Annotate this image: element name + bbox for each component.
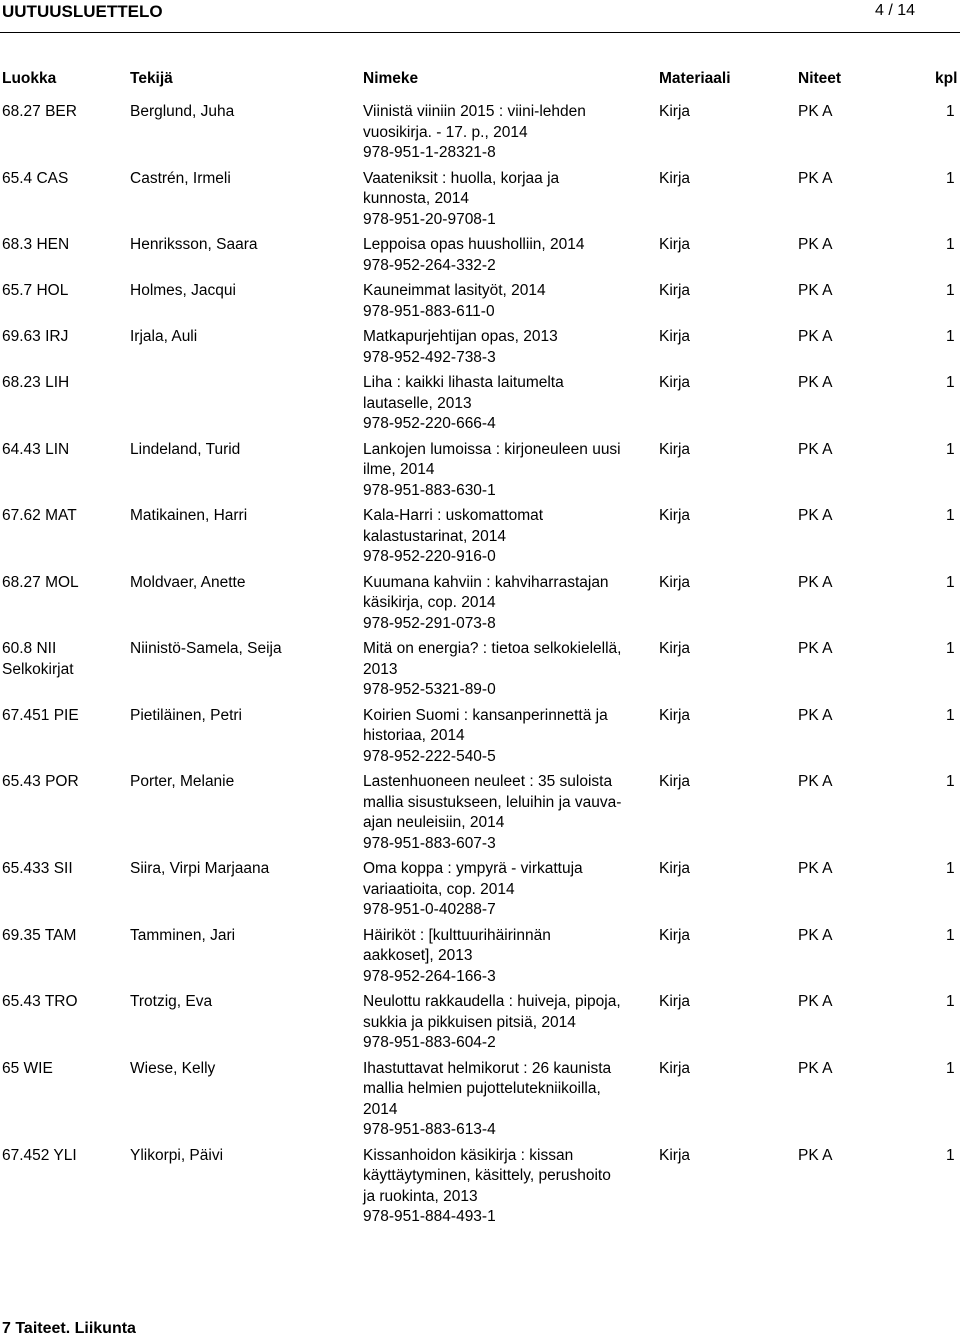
copy-count: 1	[946, 103, 955, 120]
list-item	[0, 506, 960, 573]
author: Irjala, Auli	[130, 328, 198, 345]
author: Siira, Virpi Marjaana	[130, 860, 270, 877]
material: Kirja	[659, 328, 691, 345]
class-mark: 67.451 PIE	[2, 706, 79, 724]
class-mark: 67.452 YLI	[2, 1146, 77, 1164]
header-divider	[0, 32, 960, 33]
class-mark: 65.4 CAS	[2, 169, 69, 187]
author: Moldvaer, Anette	[130, 573, 246, 591]
copy-count: 1	[946, 573, 955, 591]
holdings: PK A	[798, 374, 833, 391]
author: Ylikorpi, Päivi	[130, 1146, 224, 1164]
list-item	[0, 281, 960, 327]
title-block	[363, 169, 623, 231]
book-title: Kala-Harri : uskomattomat kalastustarinat, 2014	[363, 507, 544, 545]
isbn: 978-951-1-28321-8	[363, 144, 496, 161]
title-block	[363, 281, 623, 322]
holdings: PK A	[798, 328, 833, 345]
book-title: Lastenhuoneen neuleet : 35 suloista mallia sisustukseen, leluihin ja vauva-ajan neuleisiin, 2014	[363, 773, 622, 831]
title-block	[363, 772, 623, 854]
book-title: Koirien Suomi : kansanperinnettä ja historiaa, 2014	[363, 706, 608, 744]
isbn: 978-952-220-666-4	[363, 415, 496, 432]
author: Holmes, Jacqui	[130, 282, 236, 299]
book-title: Leppoisa opas huusholliin, 2014	[363, 236, 585, 253]
list-item	[0, 440, 960, 507]
book-title: Ihastuttavat helmikorut : 26 kaunista mallia helmien pujottelutekniikoilla, 2014	[363, 1059, 612, 1118]
class-mark: 65 WIE	[2, 1059, 53, 1077]
author: Wiese, Kelly	[130, 1059, 216, 1077]
class-mark: 69.63 IRJ	[2, 328, 69, 345]
author: Porter, Melanie	[130, 773, 235, 790]
holdings: PK A	[798, 440, 833, 458]
copy-count: 1	[946, 374, 955, 391]
title-block	[363, 1059, 623, 1141]
copy-count: 1	[946, 282, 955, 299]
book-title: Oma koppa : ympyrä - virkattuja variaatioita, cop. 2014	[363, 860, 583, 898]
class-mark: 68.27 BER	[2, 103, 77, 120]
list-item	[0, 373, 960, 440]
holdings: PK A	[798, 282, 833, 299]
page-number: 4 / 14	[874, 2, 915, 19]
list-item	[0, 926, 960, 993]
title-block	[363, 102, 623, 164]
holdings: PK A	[798, 1146, 833, 1164]
author: Berglund, Juha	[130, 103, 235, 120]
author: Trotzig, Eva	[130, 993, 213, 1010]
copy-count: 1	[946, 926, 955, 944]
material: Kirja	[659, 1146, 691, 1164]
holdings: PK A	[798, 507, 833, 524]
material: Kirja	[659, 1059, 691, 1077]
title-block	[363, 235, 623, 276]
catalog-title: UUTUUSLUETTELO	[2, 2, 163, 21]
isbn: 978-951-883-607-3	[363, 834, 496, 852]
class-mark: 69.35 TAM	[2, 926, 77, 944]
class-mark: 65.7 HOL	[2, 282, 69, 299]
isbn: 978-952-222-540-5	[363, 747, 496, 765]
title-block	[363, 506, 623, 568]
isbn: 978-951-883-604-2	[363, 1034, 496, 1051]
material: Kirja	[659, 993, 691, 1010]
column-header-title: Nimeke	[363, 70, 419, 87]
author: Henriksson, Saara	[130, 236, 258, 253]
copy-count: 1	[946, 706, 955, 724]
isbn: 978-951-883-613-4	[363, 1121, 496, 1138]
book-title: Kauneimmat lasityöt, 2014	[363, 282, 546, 299]
list-item	[0, 1059, 960, 1146]
book-title: Neulottu rakkaudella : huiveja, pipoja, sukkia ja pikkuisen pitsiä, 2014	[363, 993, 621, 1031]
material: Kirja	[659, 374, 691, 391]
list-item	[0, 102, 960, 169]
title-block	[363, 926, 623, 988]
title-block	[363, 440, 623, 502]
isbn: 978-951-883-611-0	[363, 302, 495, 320]
class-mark: 68.27 MOL	[2, 573, 79, 591]
catalog-list	[0, 102, 960, 1233]
material: Kirja	[659, 860, 691, 877]
class-mark: 67.62 MAT	[2, 507, 77, 524]
title-block	[363, 327, 623, 368]
author: Lindeland, Turid	[130, 440, 241, 458]
copy-count: 1	[946, 440, 955, 458]
isbn: 978-952-220-916-0	[363, 548, 496, 565]
copy-count: 1	[946, 328, 955, 345]
column-header-notes: Niteet	[798, 70, 842, 87]
copy-count: 1	[946, 993, 955, 1010]
isbn: 978-951-884-493-1	[363, 1208, 496, 1225]
author: Castrén, Irmeli	[130, 169, 231, 187]
copy-count: 1	[946, 236, 955, 253]
isbn: 978-952-264-332-2	[363, 256, 496, 274]
class-mark: 60.8 NII Selkokirjat	[2, 640, 74, 678]
isbn: 978-951-883-630-1	[363, 481, 496, 499]
book-title: Lankojen lumoissa : kirjoneuleen uusi ilme, 2014	[363, 440, 621, 478]
book-title: Mitä on energia? : tietoa selkokielellä, 2013	[363, 640, 622, 678]
isbn: 978-951-20-9708-1	[363, 210, 496, 228]
material: Kirja	[659, 282, 691, 299]
holdings: PK A	[798, 1059, 833, 1077]
column-header-count: kpl	[935, 70, 958, 87]
copy-count: 1	[946, 1146, 955, 1164]
title-block	[363, 706, 623, 768]
class-mark: 68.3 HEN	[2, 236, 70, 253]
material: Kirja	[659, 169, 691, 187]
isbn: 978-952-291-073-8	[363, 614, 496, 632]
book-title: Häiriköt : [kulttuurihäirinnän aakkoset], 2013	[363, 926, 551, 964]
title-block	[363, 639, 623, 701]
book-title: Kuumana kahviin : kahviharrastajan käsikirja, cop. 2014	[363, 573, 609, 611]
list-item	[0, 992, 960, 1059]
author: Tamminen, Jari	[130, 926, 236, 944]
material: Kirja	[659, 706, 691, 724]
material: Kirja	[659, 103, 691, 120]
class-mark: 65.43 TRO	[2, 993, 78, 1010]
isbn: 978-951-0-40288-7	[363, 901, 496, 918]
title-block	[363, 1146, 623, 1228]
list-item	[0, 1146, 960, 1233]
class-mark: 64.43 LIN	[2, 440, 70, 458]
material: Kirja	[659, 573, 691, 591]
isbn: 978-952-264-166-3	[363, 967, 496, 985]
author: Matikainen, Harri	[130, 507, 248, 524]
material: Kirja	[659, 507, 691, 524]
copy-count: 1	[946, 860, 955, 877]
holdings: PK A	[798, 103, 833, 120]
class-mark: 65.433 SII	[2, 860, 73, 877]
list-item	[0, 235, 960, 281]
copy-count: 1	[946, 507, 955, 524]
holdings: PK A	[798, 926, 833, 944]
holdings: PK A	[798, 573, 833, 591]
holdings: PK A	[798, 236, 833, 253]
material: Kirja	[659, 640, 691, 657]
author: Niinistö-Samela, Seija	[130, 640, 282, 657]
column-header-class: Luokka	[2, 70, 57, 87]
book-title: Matkapurjehtijan opas, 2013	[363, 328, 558, 345]
copy-count: 1	[946, 640, 955, 657]
title-block	[363, 573, 623, 635]
book-title: Viinistä viiniin 2015 : viini-lehden vuosikirja. - 17. p., 2014	[363, 103, 586, 141]
book-title: Vaateniksit : huolla, korjaa ja kunnosta, 2014	[363, 169, 560, 207]
holdings: PK A	[798, 993, 833, 1010]
list-item	[0, 639, 960, 706]
column-header-material: Materiaali	[659, 70, 731, 87]
isbn: 978-952-492-738-3	[363, 348, 496, 366]
class-mark: 68.23 LIH	[2, 374, 70, 391]
holdings: PK A	[798, 773, 833, 790]
book-title: Liha : kaikki lihasta laitumelta lautaselle, 2013	[363, 374, 564, 412]
holdings: PK A	[798, 860, 833, 877]
section-heading: 7 Taiteet. Liikunta	[2, 1320, 136, 1337]
copy-count: 1	[946, 169, 955, 187]
list-item	[0, 772, 960, 859]
copy-count: 1	[946, 1059, 955, 1077]
book-title: Kissanhoidon käsikirja : kissan käyttäytyminen, käsittely, perushoito ja ruokinta, 2013	[363, 1146, 611, 1205]
holdings: PK A	[798, 169, 833, 187]
author: Pietiläinen, Petri	[130, 706, 243, 724]
material: Kirja	[659, 773, 691, 790]
material: Kirja	[659, 926, 691, 944]
list-item	[0, 573, 960, 640]
title-block	[363, 992, 623, 1054]
copy-count: 1	[946, 773, 955, 790]
title-block	[363, 373, 623, 435]
list-item	[0, 327, 960, 373]
material: Kirja	[659, 440, 691, 458]
title-block	[363, 859, 623, 921]
class-mark: 65.43 POR	[2, 773, 79, 790]
holdings: PK A	[798, 706, 833, 724]
list-item	[0, 706, 960, 773]
list-item	[0, 169, 960, 236]
holdings: PK A	[798, 640, 833, 657]
column-header-author: Tekijä	[130, 70, 173, 87]
material: Kirja	[659, 236, 691, 253]
isbn: 978-952-5321-89-0	[363, 681, 496, 698]
list-item	[0, 859, 960, 926]
